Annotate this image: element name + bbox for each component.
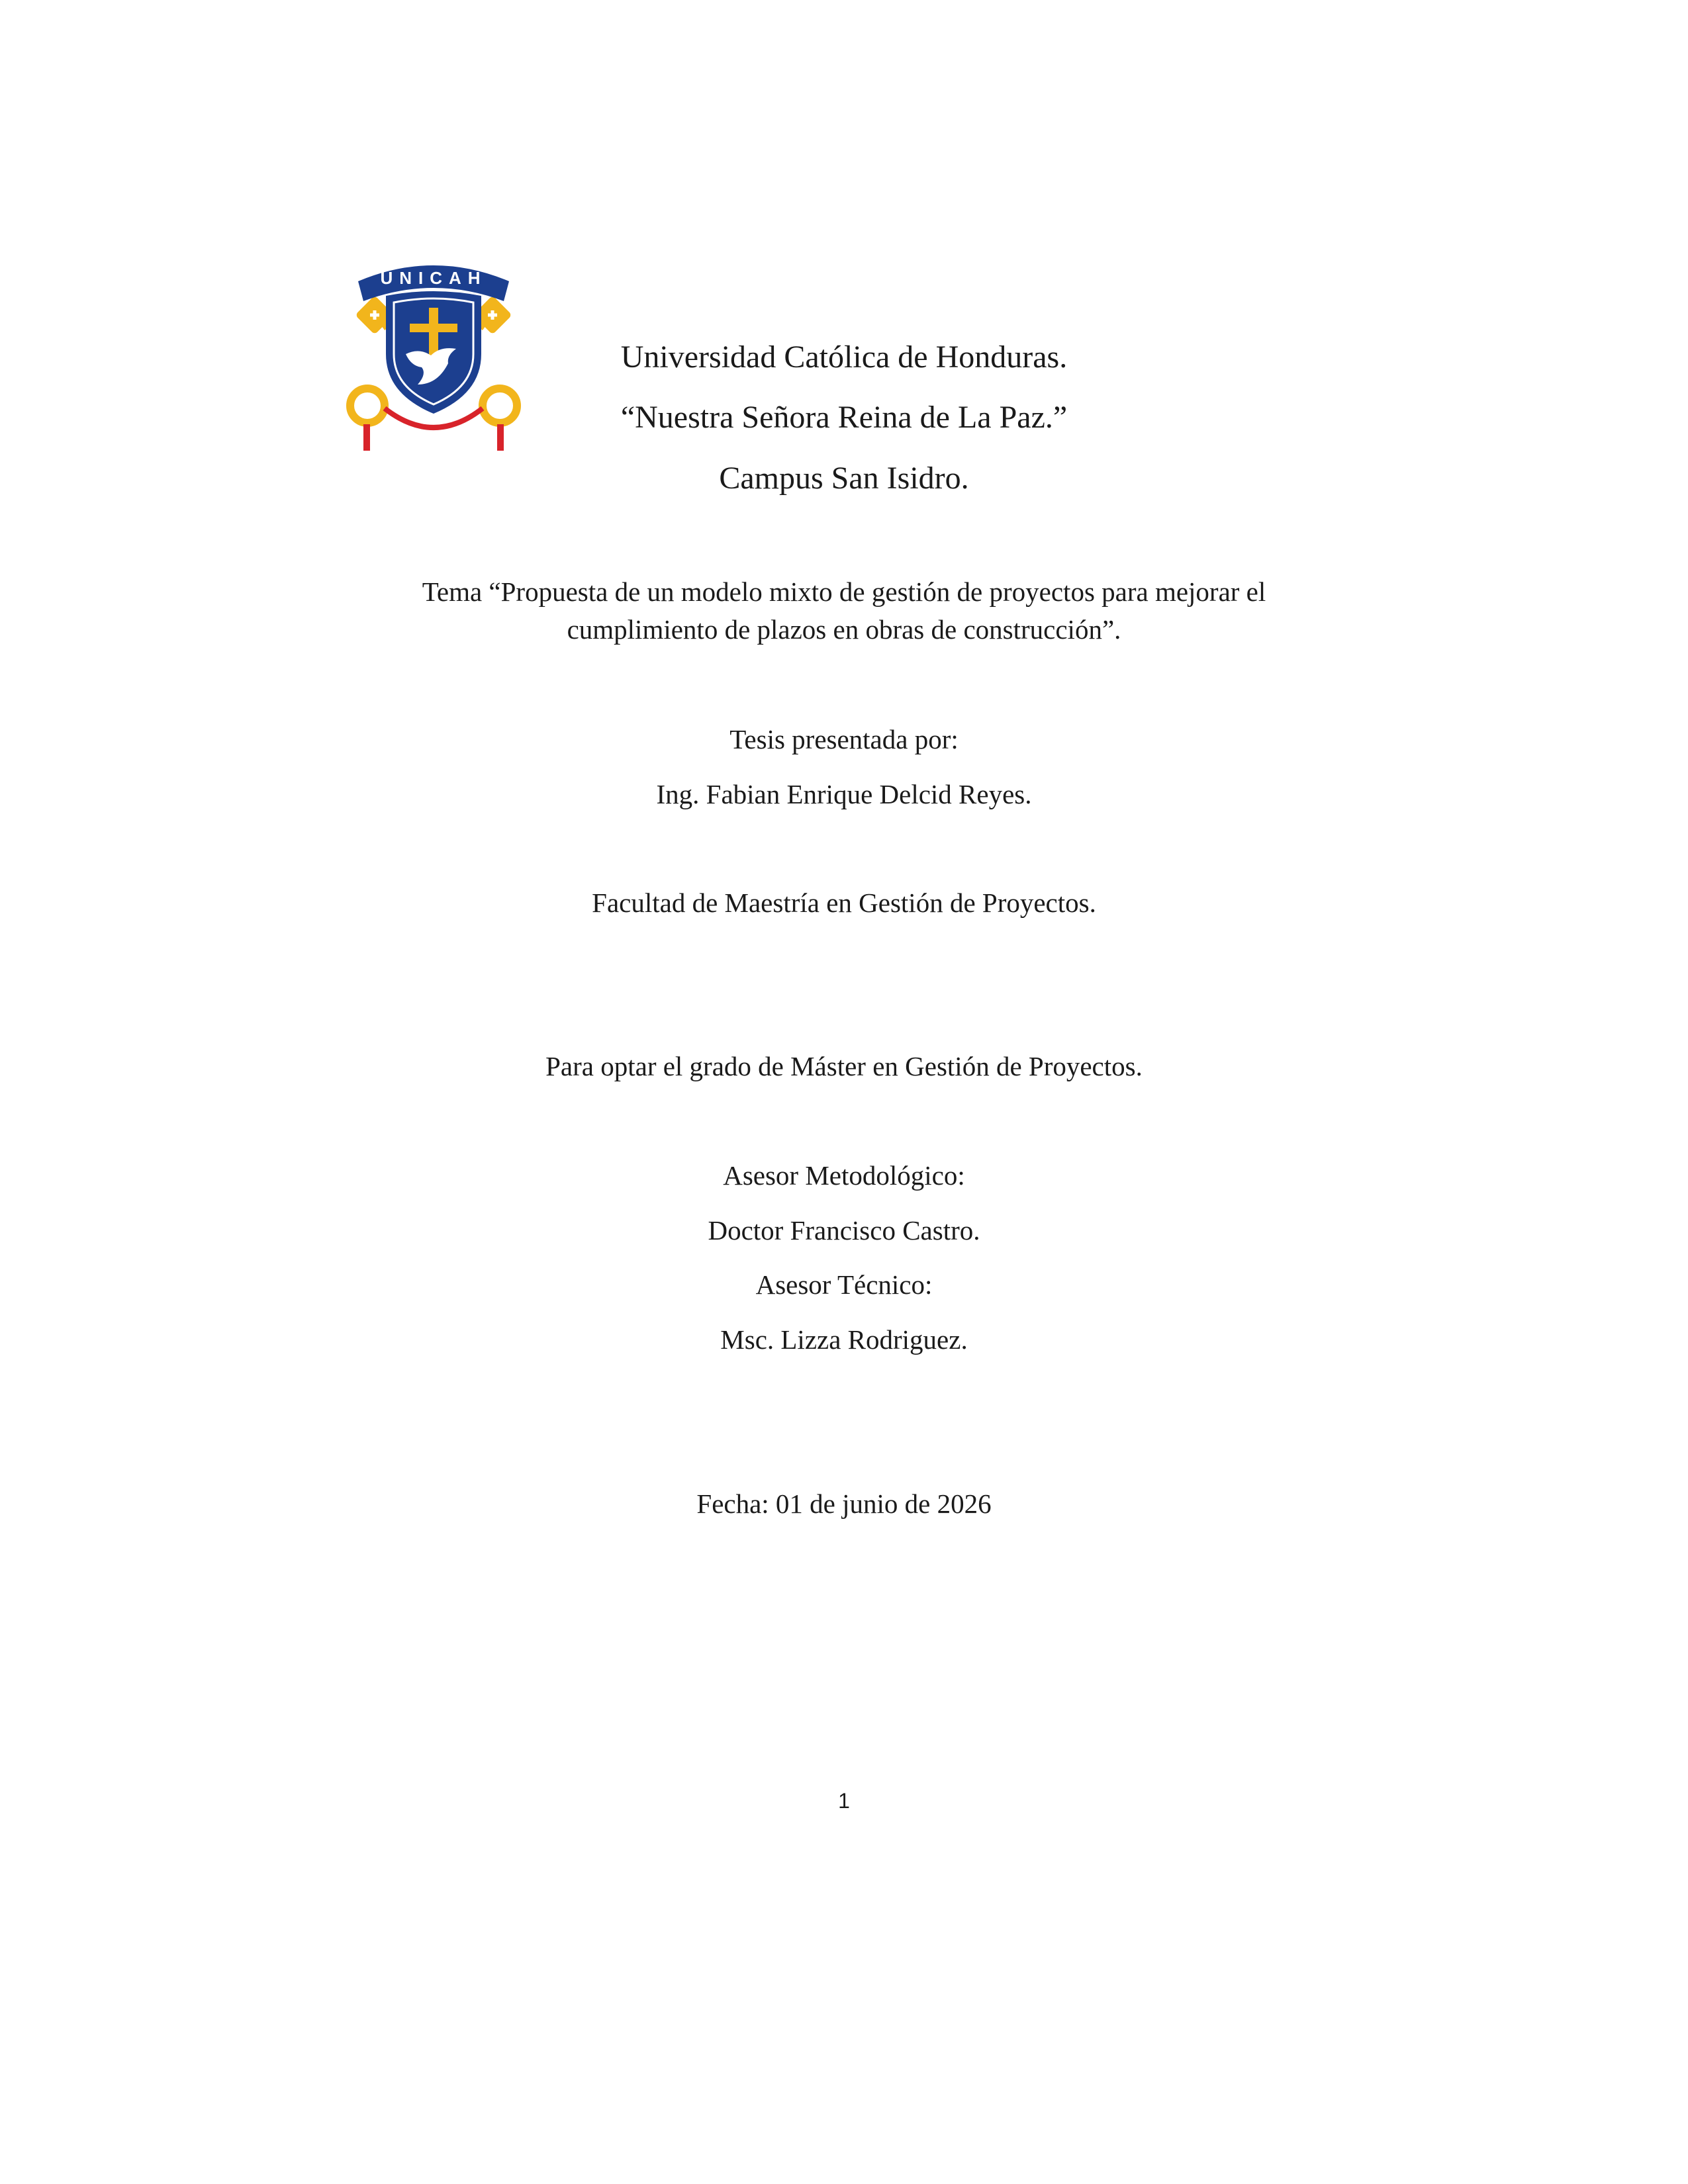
svg-text:UNICAH: UNICAH xyxy=(380,268,487,288)
submission-date: Fecha: 01 de junio de 2026 xyxy=(696,1488,992,1519)
technical-advisor-label: Asesor Técnico: xyxy=(755,1269,933,1300)
presented-by-label: Tesis presentada por: xyxy=(729,724,959,754)
page-number: 1 xyxy=(838,1789,850,1813)
thesis-topic-line-1: Tema “Propuesta de un modelo mixto de gestión de proyectos para mejorar el xyxy=(422,576,1266,607)
degree-statement: Para optar el grado de Máster en Gestión de Proyectos. xyxy=(545,1051,1143,1081)
university-name: Universidad Católica de Honduras. xyxy=(620,340,1068,375)
thesis-topic-line-2: cumplimiento de plazos en obras de construcción”. xyxy=(567,614,1121,645)
methodological-advisor-name: Doctor Francisco Castro. xyxy=(708,1215,980,1246)
university-motto: “Nuestra Señora Reina de La Paz.” xyxy=(620,400,1068,435)
author-name: Ing. Fabian Enrique Delcid Reyes. xyxy=(656,779,1032,809)
faculty-name: Facultad de Maestría en Gestión de Proyectos. xyxy=(592,887,1096,918)
technical-advisor-name: Msc. Lizza Rodriguez. xyxy=(720,1324,968,1355)
campus-name: Campus San Isidro. xyxy=(719,461,969,496)
methodological-advisor-label: Asesor Metodológico: xyxy=(723,1160,965,1191)
